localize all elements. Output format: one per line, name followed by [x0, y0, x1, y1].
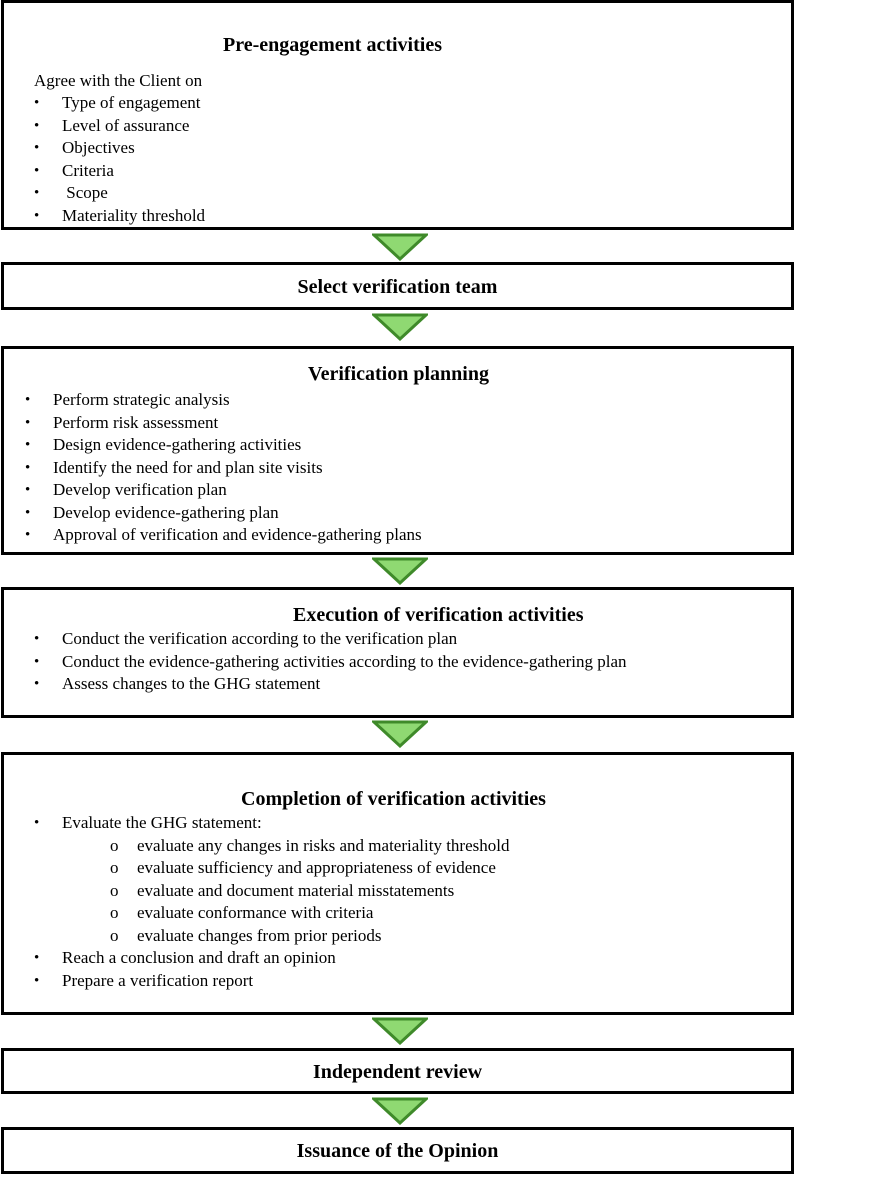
list-item: Conduct the verification according to the verification plan — [62, 629, 458, 648]
step-title: Execution of verification activities — [293, 604, 584, 626]
bullet-icon: • — [25, 415, 31, 431]
bullet-icon: • — [34, 163, 40, 179]
bullet-icon: • — [34, 631, 40, 647]
step-execution — [1, 587, 794, 718]
list-item: Scope — [62, 183, 108, 202]
arrow-down-icon — [372, 720, 428, 748]
step-title: Issuance of the Opinion — [296, 1140, 499, 1162]
list-item: Objectives — [62, 138, 135, 157]
list-item: Criteria — [62, 161, 114, 180]
bullet-icon: • — [34, 185, 40, 201]
step-select-team — [1, 262, 794, 310]
list-item: Conduct the evidence-gathering activities according to the evidence-gathering plan — [62, 652, 627, 671]
sub-list-item: evaluate changes from prior periods — [137, 926, 382, 945]
step-title: Independent review — [312, 1061, 483, 1083]
list-item: Type of engagement — [62, 93, 201, 112]
step-verification-planning — [1, 346, 794, 555]
sub-bullet-icon: o — [110, 881, 119, 900]
sub-bullet-icon: o — [110, 836, 119, 855]
bullet-icon: • — [25, 482, 31, 498]
bullet-icon: • — [34, 208, 40, 224]
bullet-icon: • — [25, 437, 31, 453]
intro-text: Agree with the Client on — [34, 71, 203, 90]
step-completion — [1, 752, 794, 1015]
step-title: Pre-engagement activities — [223, 34, 442, 56]
sub-bullet-icon: o — [110, 858, 119, 877]
list-item: Approval of verification and evidence-gathering plans — [53, 525, 422, 544]
step-pre-engagement — [1, 0, 794, 230]
step-title: Select verification team — [297, 276, 498, 298]
bullet-icon: • — [34, 676, 40, 692]
arrow-down-icon — [372, 233, 428, 261]
bullet-icon: • — [34, 654, 40, 670]
bullet-icon: • — [34, 95, 40, 111]
bullet-icon: • — [34, 973, 40, 989]
bullet-icon: • — [25, 505, 31, 521]
bullet-icon: • — [34, 118, 40, 134]
step-issuance-opinion — [1, 1127, 794, 1174]
step-title: Completion of verification activities — [241, 788, 546, 810]
bullet-icon: • — [34, 815, 40, 831]
bullet-icon: • — [25, 460, 31, 476]
list-item: Level of assurance — [62, 116, 190, 135]
list-item: Prepare a verification report — [62, 971, 254, 990]
sub-list-item: evaluate and document material misstatements — [137, 881, 455, 900]
list-item: Assess changes to the GHG statement — [62, 674, 321, 693]
sub-list-item: evaluate sufficiency and appropriateness of evidence — [137, 858, 496, 877]
bullet-icon: • — [25, 527, 31, 543]
sub-bullet-icon: o — [110, 926, 119, 945]
list-item: Materiality threshold — [62, 206, 206, 225]
list-item: Develop verification plan — [53, 480, 227, 499]
bullet-icon: • — [25, 392, 31, 408]
arrow-down-icon — [372, 1017, 428, 1045]
bullet-icon: • — [34, 140, 40, 156]
sub-list-item: evaluate conformance with criteria — [137, 903, 374, 922]
sub-list-item: evaluate any changes in risks and materiality threshold — [137, 836, 510, 855]
list-item: Develop evidence-gathering plan — [53, 503, 279, 522]
arrow-down-icon — [372, 1097, 428, 1125]
arrow-down-icon — [372, 557, 428, 585]
list-item: Evaluate the GHG statement: — [62, 813, 262, 832]
bullet-icon: • — [34, 950, 40, 966]
list-item: Perform strategic analysis — [53, 390, 230, 409]
arrow-down-icon — [372, 313, 428, 341]
step-independent-review — [1, 1048, 794, 1094]
list-item: Perform risk assessment — [53, 413, 219, 432]
sub-bullet-icon: o — [110, 903, 119, 922]
list-item: Reach a conclusion and draft an opinion — [62, 948, 336, 967]
list-item: Design evidence-gathering activities — [53, 435, 302, 454]
step-title: Verification planning — [308, 363, 489, 385]
list-item: Identify the need for and plan site visits — [53, 458, 323, 477]
